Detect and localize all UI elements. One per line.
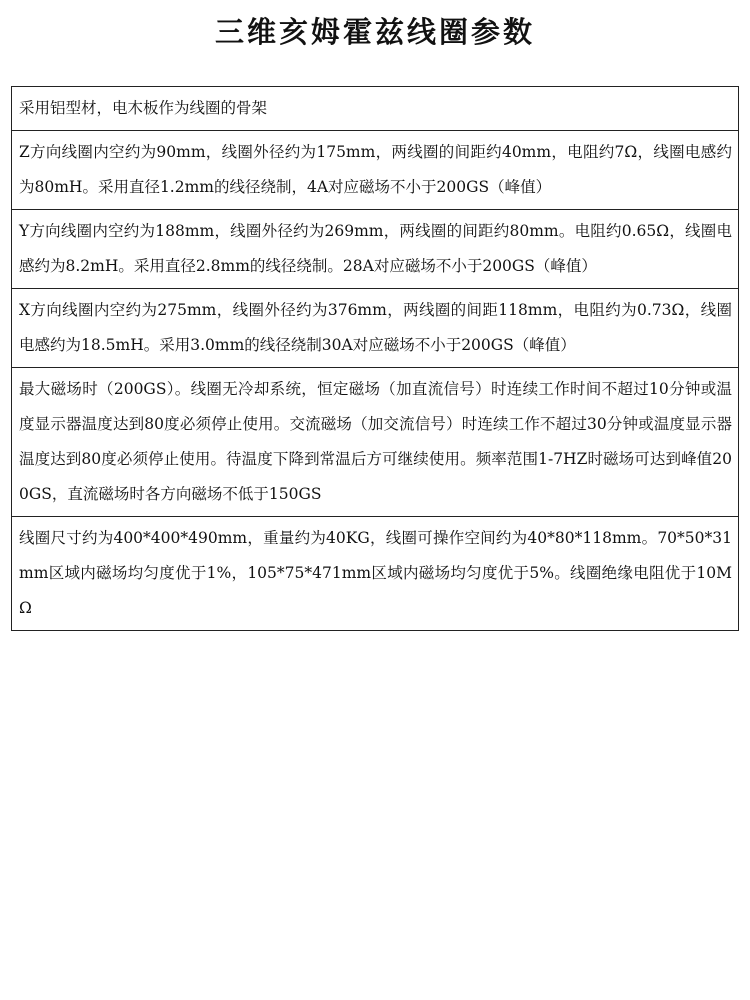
spec-row-y-coil: Y方向线圈内空约为188mm，线圈外径约为269mm，两线圈的间距约80mm。电阻约0.65Ω，线圈电感约为8.2mH。采用直径2.8mm的线径绕制。28A对应磁场不小于200GS（峰值）: [12, 209, 738, 288]
spec-table: [11, 86, 739, 631]
spec-row-dimensions: 线圈尺寸约为400*400*490mm，重量约为40KG，线圈可操作空间约为40*80*118mm。70*50*31mm区域内磁场均匀度优于1%，105*75*471mm区域内磁场均匀度优于5%。线圈绝缘电阻优于10MΩ: [12, 516, 738, 630]
spec-row-frame: 采用铝型材，电木板作为线圈的骨架: [19, 99, 268, 117]
page-title: 三维亥姆霍兹线圈参数: [214, 15, 535, 49]
spec-row-z-coil: Z方向线圈内空约为90mm，线圈外径约为175mm，两线圈的间距约40mm，电阻约7Ω，线圈电感约为80mH。采用直径1.2mm的线径绕制，4A对应磁场不小于200GS（峰值）: [12, 130, 738, 209]
spec-row-max-field: 最大磁场时（200GS）。线圈无冷却系统，恒定磁场（加直流信号）时连续工作时间不超过10分钟或温度显示器温度达到80度必须停止使用。交流磁场（加交流信号）时连续工作不超过30分钟或温度显示器温度达到80度必须停止使用。待温度下降到常温后方可继续使用。频率范围1-7HZ时磁场可达到峰值200GS，直流磁场时各方向磁场不低于150GS: [12, 367, 738, 516]
spec-row-x-coil: X方向线圈内空约为275mm，线圈外径约为376mm，两线圈的间距118mm，电阻约为0.73Ω，线圈电感约为18.5mH。采用3.0mm的线径绕制30A对应磁场不小于200GS（峰值）: [12, 288, 738, 367]
